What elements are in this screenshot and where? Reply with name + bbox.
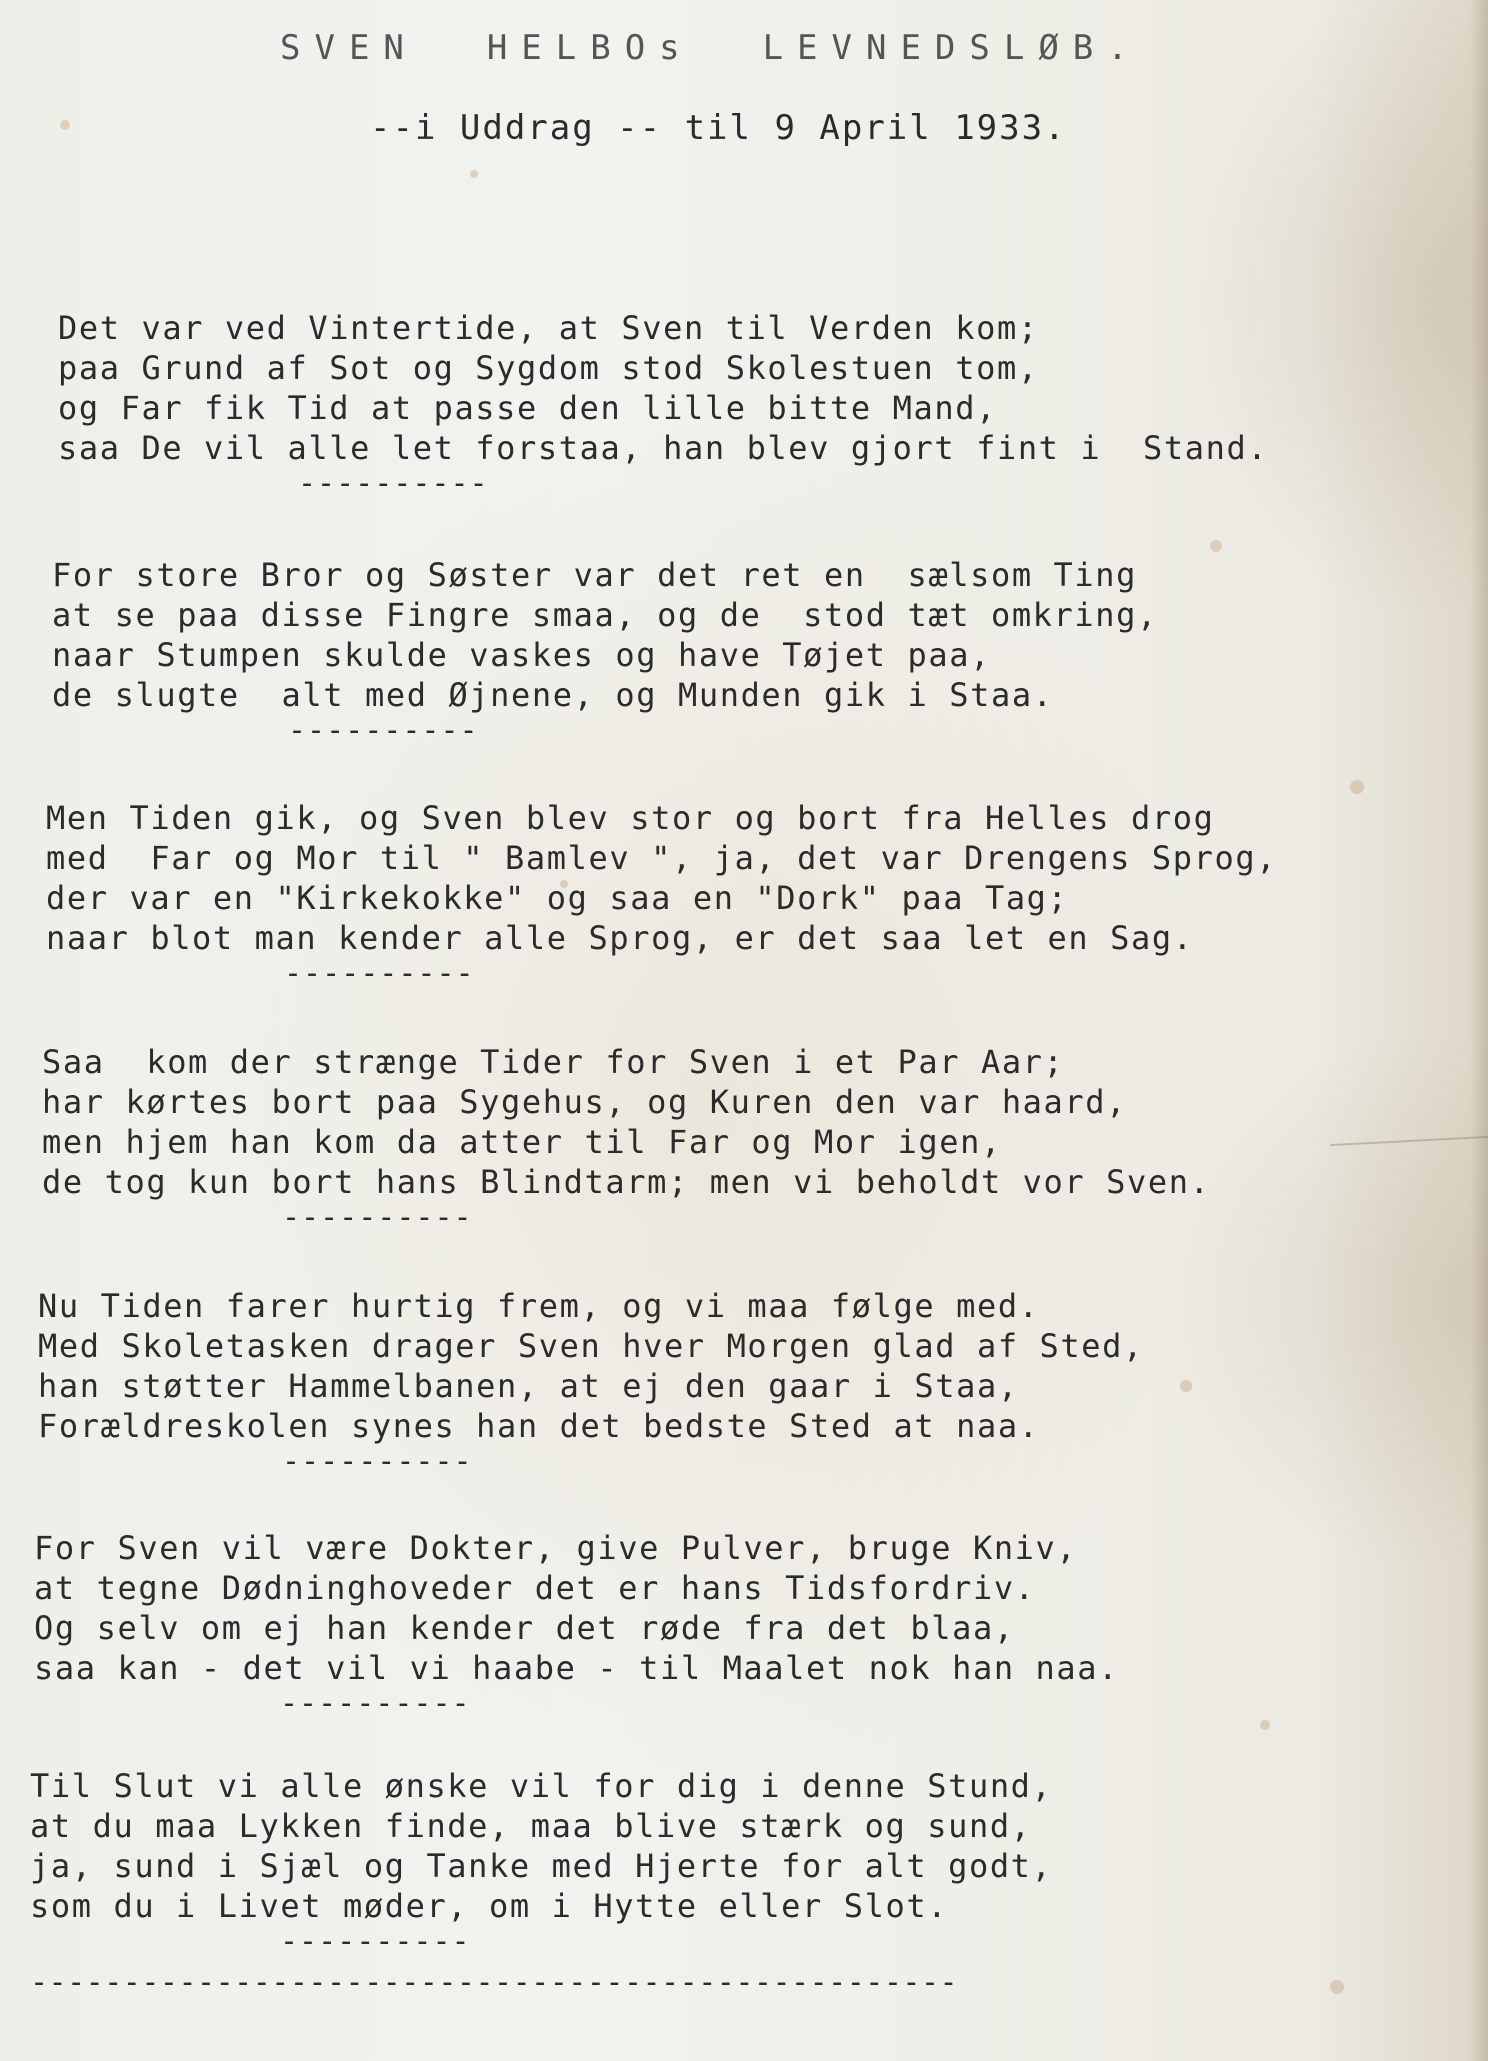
verse-line: Og selv om ej han kender det røde fra det blaa, [34,1609,1015,1647]
stanza-separator: ---------- [282,1200,473,1235]
stanza [0,1042,1462,1235]
document-title: SVEN HELBOs LEVNEDSLØB. [280,28,1142,68]
verse-line: saa kan - det vil vi haabe - til Maalet nok han naa. [34,1649,1120,1687]
verse-line: Men Tiden gik, og Sven blev stor og bort fra Helles drog [46,799,1215,837]
verse-line: at du maa Lykken finde, maa blive stærk og sund, [30,1807,1032,1845]
stanza-separator: ---------- [282,1444,473,1479]
stain-spot [60,120,70,130]
verse-line: Forældreskolen synes han det bedste Sted at naa. [38,1407,1040,1445]
stain-spot [470,170,478,178]
stanza [0,555,1472,748]
stanza [0,1528,1454,1721]
stanza-separator: ---------- [284,956,475,991]
verse-line: Nu Tiden farer hurtig frem, og vi maa følge med. [38,1287,1040,1325]
stain-spot [1350,780,1364,794]
verse-line: paa Grund af Sot og Sygdom stod Skolestuen tom, [58,349,1039,387]
verse-line: at se paa disse Fingre smaa, og de stod tæt omkring, [52,596,1158,634]
verse-line: som du i Livet møder, om i Hytte eller Slot. [30,1887,949,1925]
verse-line: saa De vil alle let forstaa, han blev gjort fint i Stand. [58,429,1269,467]
document-subtitle: --i Uddrag -- til 9 April 1933. [370,108,1067,148]
verse-line: han støtter Hammelbanen, at ej den gaar i Staa, [38,1367,1019,1405]
stain-spot [1330,1980,1344,1994]
stanza [0,1766,1450,1959]
verse-line: naar blot man kender alle Sprog, er det saa let en Sag. [46,919,1194,957]
verse-line: For Sven vil være Dokter, give Pulver, bruge Kniv, [34,1529,1078,1567]
stain-spot [1260,1720,1270,1730]
verse-line: naar Stumpen skulde vaskes og have Tøjet paa, [52,636,991,674]
stanza-separator: ---------- [280,1924,471,1959]
stanza [0,308,1478,501]
verse-line: ja, sund i Sjæl og Tanke med Hjerte for alt godt, [30,1847,1053,1885]
stanza [0,798,1466,991]
verse-line: Saa kom der strænge Tider for Sven i et Par Aar; [42,1043,1065,1081]
verse-line: de slugte alt med Øjnene, og Munden gik i Staa. [52,676,1054,714]
verse-line: at tegne Dødninghoveder det er hans Tidsfordriv. [34,1569,1036,1607]
verse-line: Det var ved Vintertide, at Sven til Verden kom; [58,309,1039,347]
stanza [0,1286,1458,1479]
verse-line: For store Bror og Søster var det ret en sælsom Ting [52,556,1138,594]
stain-spot [1210,540,1222,552]
verse-line: men hjem han kom da atter til Far og Mor igen, [42,1123,1002,1161]
verse-line: Med Skoletasken drager Sven hver Morgen glad af Sted, [38,1327,1144,1365]
verse-line: de tog kun bort hans Blindtarm; men vi beholdt vor Sven. [42,1163,1211,1201]
verse-line: og Far fik Tid at passe den lille bitte Mand, [58,389,997,427]
stanza-separator: ---------- [298,466,489,501]
verse-line: der var en "Kirkekokke" og saa en "Dork" paa Tag; [46,879,1069,917]
closing-rule: -------------------------------------------------- [30,1965,959,2000]
verse-line: med Far og Mor til " Bamlev ", ja, det var Drengens Sprog, [46,839,1278,877]
verse-line: Til Slut vi alle ønske vil for dig i denne Stund, [30,1767,1053,1805]
stanza-separator: ---------- [280,1686,471,1721]
stanza-separator: ---------- [288,713,479,748]
verse-line: har kørtes bort paa Sygehus, og Kuren den var haard, [42,1083,1128,1121]
